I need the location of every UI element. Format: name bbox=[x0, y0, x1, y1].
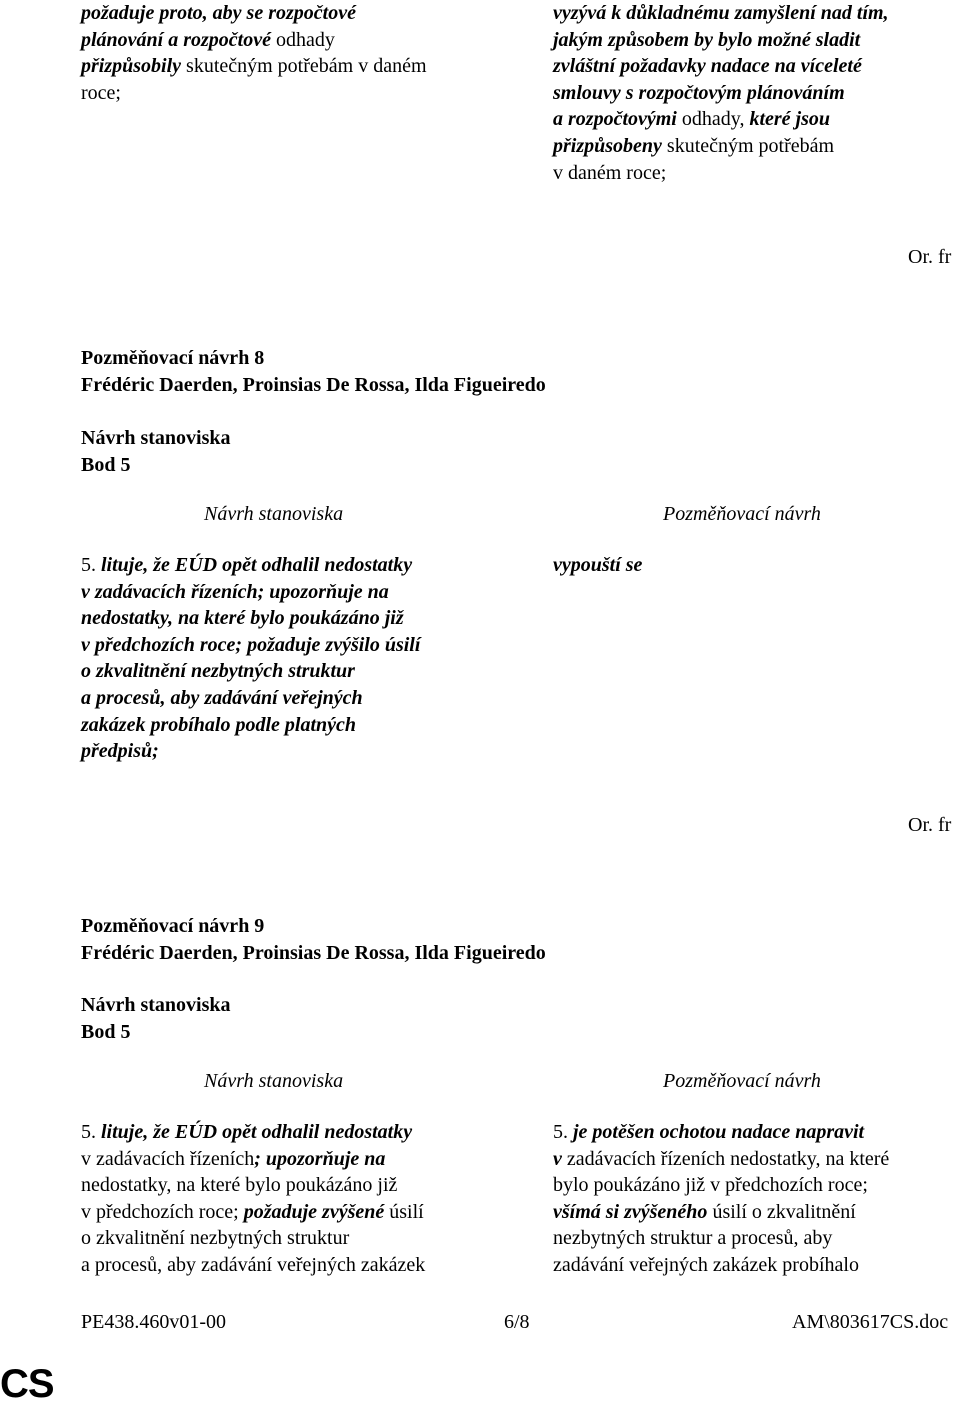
original-language-label: Or. fr bbox=[908, 814, 952, 836]
amendment-authors: Frédéric Daerden, Proinsias De Rossa, Ilda Figueiredo bbox=[81, 942, 546, 964]
text-segment: v zadávacích řízeních; upozorňuje na bbox=[81, 580, 389, 603]
amendment-title: Pozměňovací návrh 9 bbox=[81, 915, 265, 937]
text-segment: skutečným potřebám v daném bbox=[186, 55, 427, 78]
text-segment: zadávání veřejných zakázek probíhalo bbox=[553, 1253, 859, 1276]
text-segment: zvláštní požadavky nadace na víceleté bbox=[553, 55, 862, 78]
text-line bbox=[553, 1225, 889, 1252]
text-line bbox=[553, 1146, 889, 1173]
text-line bbox=[81, 712, 420, 739]
top-right-text bbox=[553, 0, 889, 186]
amendment-title: Pozměňovací návrh 8 bbox=[81, 347, 265, 369]
column-heading-amendment: Pozměňovací návrh bbox=[663, 1070, 821, 1092]
text-line bbox=[81, 1252, 425, 1279]
text-line bbox=[81, 1225, 425, 1252]
text-line bbox=[553, 1252, 889, 1279]
footer-document-reference: PE438.460v01-00 bbox=[81, 1311, 226, 1333]
text-line bbox=[81, 1199, 425, 1226]
column-heading-amendment: Pozměňovací návrh bbox=[663, 503, 821, 525]
text-segment: odhady, bbox=[681, 108, 750, 131]
amendment-text bbox=[553, 1119, 889, 1279]
text-line bbox=[81, 658, 420, 685]
text-segment: nedostatky, na které bylo poukázáno již bbox=[81, 1174, 398, 1197]
text-segment: a rozpočtovými bbox=[553, 108, 682, 131]
text-line bbox=[553, 552, 642, 579]
text-segment: v předchozích roce; bbox=[81, 1200, 244, 1223]
text-line bbox=[81, 738, 420, 765]
text-segment: nezbytných struktur a procesů, aby bbox=[553, 1227, 833, 1250]
text-line bbox=[553, 1119, 889, 1146]
amendment-text bbox=[553, 552, 642, 579]
text-segment: v předchozích roce; požaduje zvýšilo úsilí bbox=[81, 633, 421, 656]
text-line bbox=[81, 632, 420, 659]
text-line bbox=[81, 605, 420, 632]
document-type: Návrh stanoviska bbox=[81, 994, 231, 1016]
text-segment: ; upozorňuje na bbox=[254, 1147, 386, 1170]
language-code: CS bbox=[0, 1362, 54, 1406]
footer-page-number: 6/8 bbox=[504, 1311, 530, 1333]
text-line bbox=[81, 685, 420, 712]
text-segment: bylo poukázáno již v předchozích roce; bbox=[553, 1174, 868, 1197]
text-line bbox=[81, 27, 427, 54]
text-segment: a procesů, aby zadávání veřejných zakázek bbox=[81, 1253, 426, 1276]
text-segment: skutečným potřebám bbox=[666, 134, 835, 157]
text-line bbox=[81, 1146, 425, 1173]
item-reference: Bod 5 bbox=[81, 1021, 131, 1043]
text-segment: které jsou bbox=[749, 108, 831, 131]
text-segment: odhady bbox=[276, 28, 335, 51]
text-line bbox=[553, 1199, 889, 1226]
text-line bbox=[553, 0, 889, 27]
text-line bbox=[553, 133, 889, 160]
text-segment: úsilí o zkvalitnění bbox=[712, 1200, 856, 1223]
amendment-authors: Frédéric Daerden, Proinsias De Rossa, Ilda Figueiredo bbox=[81, 374, 546, 396]
text-segment: roce; bbox=[81, 81, 121, 104]
text-segment: vypouští se bbox=[553, 554, 643, 576]
text-line bbox=[81, 0, 427, 27]
text-segment: o zkvalitnění nezbytných struktur bbox=[81, 660, 355, 683]
text-line bbox=[553, 53, 889, 80]
text-line bbox=[81, 579, 420, 606]
text-segment: 5. bbox=[81, 554, 101, 576]
text-segment: vyzývá k důkladnému zamyšlení nad tím, bbox=[553, 2, 889, 24]
text-segment: požaduje proto, aby se rozpočtové bbox=[81, 2, 356, 24]
text-segment: úsilí bbox=[389, 1200, 424, 1223]
draft-opinion-text bbox=[81, 552, 420, 765]
draft-opinion-text bbox=[81, 1119, 425, 1279]
text-segment: předpisů; bbox=[81, 740, 159, 763]
text-segment: 5. bbox=[81, 1121, 101, 1143]
text-line bbox=[81, 1172, 425, 1199]
column-heading-draft-opinion: Návrh stanoviska bbox=[204, 1070, 344, 1092]
top-left-text bbox=[81, 0, 427, 106]
footer-file-name: AM\803617CS.doc bbox=[792, 1311, 949, 1333]
text-segment: požaduje zvýšené bbox=[243, 1200, 390, 1223]
text-segment: zadávacích řízeních nedostatky, na které bbox=[566, 1147, 890, 1170]
text-line bbox=[81, 80, 427, 107]
text-line bbox=[553, 80, 889, 107]
text-segment: všímá si zvýšeného bbox=[553, 1200, 713, 1223]
column-heading-draft-opinion: Návrh stanoviska bbox=[204, 503, 344, 525]
text-segment: plánování a rozpočtové bbox=[81, 28, 276, 51]
text-segment: lituje, že EÚD opět odhalil nedostatky bbox=[101, 554, 413, 576]
text-line bbox=[553, 27, 889, 54]
text-segment: přizpůsobily bbox=[81, 55, 187, 78]
text-segment: jakým způsobem by bylo možné sladit bbox=[553, 28, 861, 51]
original-language-label: Or. fr bbox=[908, 246, 952, 268]
text-segment: je potěšen ochotou nadace napravit bbox=[573, 1121, 865, 1143]
text-segment: o zkvalitnění nezbytných struktur bbox=[81, 1227, 350, 1250]
text-line bbox=[81, 552, 420, 579]
text-line bbox=[81, 53, 427, 80]
text-segment: v bbox=[553, 1147, 567, 1170]
text-segment: v zadávacích řízeních bbox=[81, 1147, 255, 1170]
text-segment: zakázek probíhalo podle platných bbox=[81, 713, 357, 736]
text-line bbox=[553, 160, 889, 187]
text-segment: lituje, že EÚD opět odhalil nedostatky bbox=[101, 1121, 413, 1143]
text-segment: a procesů, aby zadávání veřejných bbox=[81, 686, 363, 709]
text-segment: 5. bbox=[553, 1121, 573, 1143]
text-line bbox=[553, 106, 889, 133]
text-line bbox=[81, 1119, 425, 1146]
text-segment: v daném roce; bbox=[553, 161, 667, 184]
text-line bbox=[553, 1172, 889, 1199]
item-reference: Bod 5 bbox=[81, 454, 131, 476]
document-type: Návrh stanoviska bbox=[81, 427, 231, 449]
text-segment: nedostatky, na které bylo poukázáno již bbox=[81, 607, 404, 630]
text-segment: smlouvy s rozpočtovým plánováním bbox=[553, 81, 845, 104]
text-segment: přizpůsobeny bbox=[553, 134, 667, 157]
